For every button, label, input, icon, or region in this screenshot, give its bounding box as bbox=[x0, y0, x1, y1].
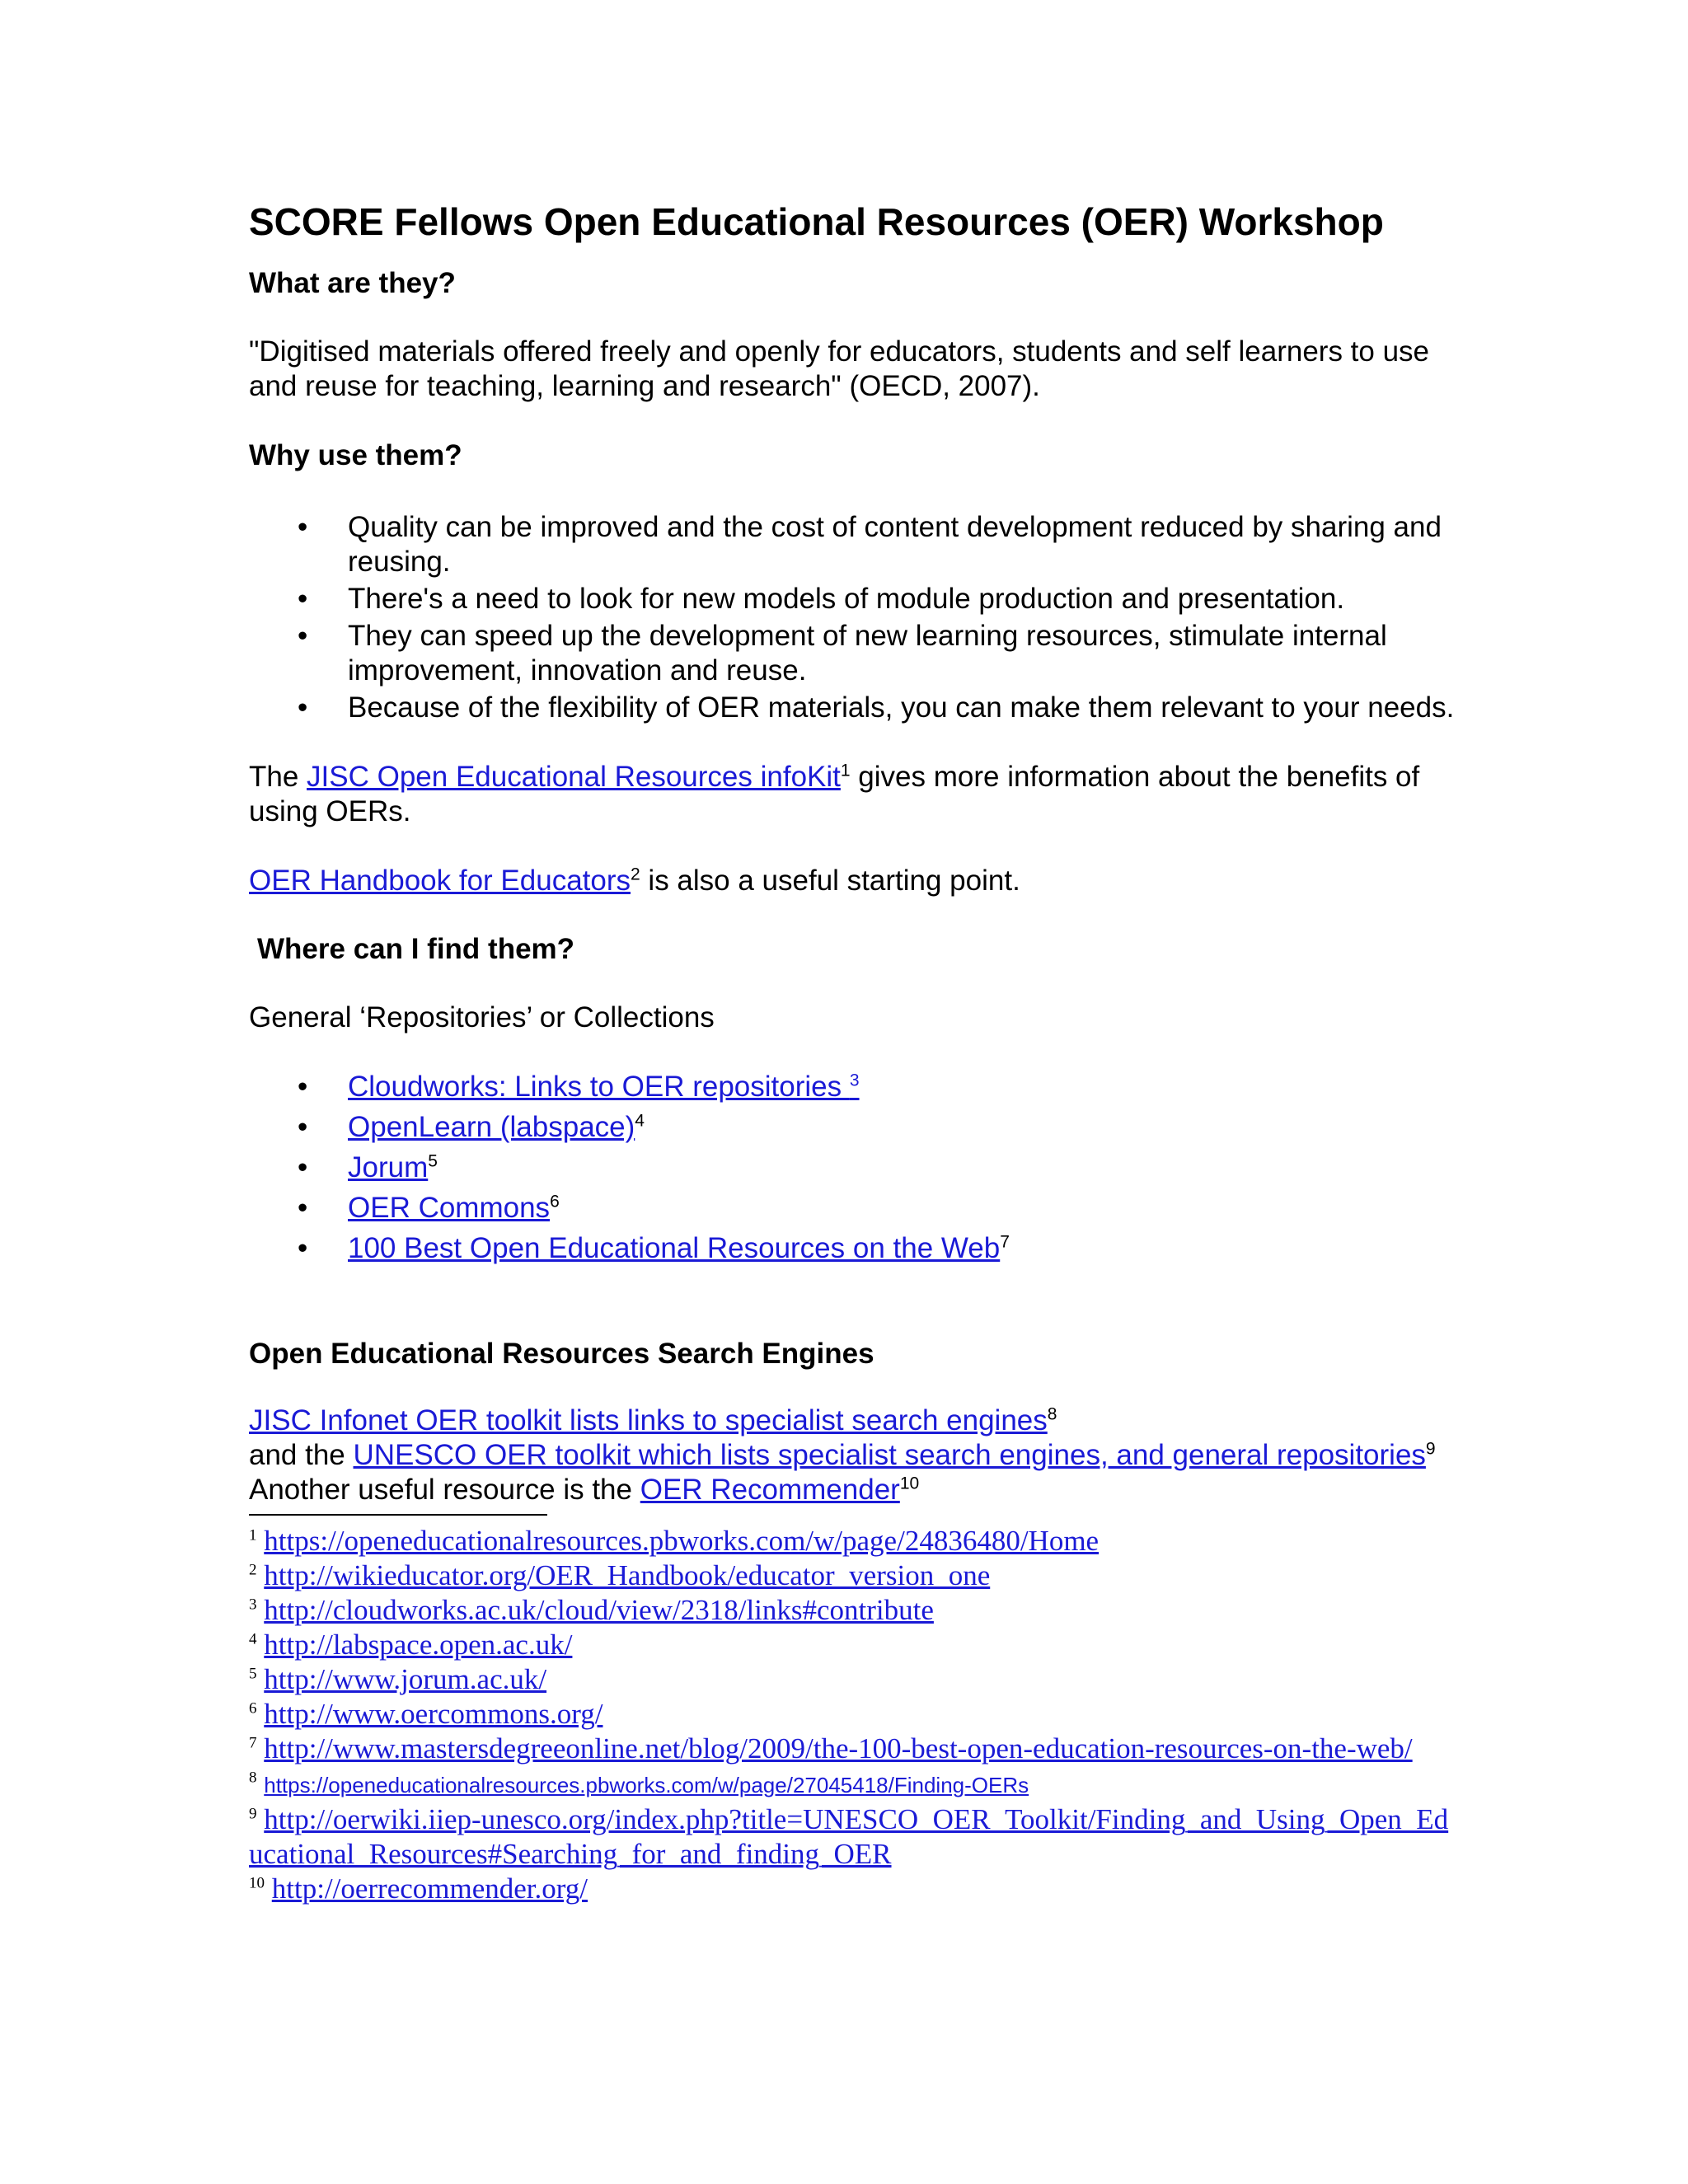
footnote-link[interactable]: https://openeducationalresources.pbworks.com/w/page/24836480/Home bbox=[264, 1525, 1100, 1557]
footnote-ref: 7 bbox=[1000, 1232, 1010, 1252]
footnote: $^{10}$ http://oerrecommender.org/ bbox=[249, 1872, 588, 1905]
list-item: • They can speed up the development of new learning resources, stimulate internal improvement, innovation and reuse. bbox=[249, 619, 1461, 688]
section-heading-where: Where can I find them? bbox=[257, 933, 575, 965]
footnote: $^3$ http://cloudworks.ac.uk/cloud/view/2318/links#contribute bbox=[249, 1594, 934, 1626]
oer-recommender-link[interactable]: OER Recommender bbox=[640, 1474, 900, 1506]
and-the-text: and the bbox=[249, 1439, 354, 1471]
section-heading-why: Why use them? bbox=[249, 439, 462, 471]
footnote-ref: 4 bbox=[635, 1111, 645, 1131]
footnote-link[interactable]: http://www.jorum.ac.uk/ bbox=[264, 1663, 547, 1695]
section-heading-search: Open Educational Resources Search Engines bbox=[249, 1338, 874, 1370]
footnote-link[interactable]: http://www.mastersdegreeonline.net/blog/2009/the-100-best-open-education-resources-on-the-web/ bbox=[264, 1732, 1413, 1765]
infokit-paragraph bbox=[249, 760, 1461, 829]
infokit-prefix: The bbox=[249, 761, 307, 793]
footnote: $^8$ https://openeducationalresources.pbworks.com/w/page/27045418/Finding-OERs bbox=[249, 1769, 1029, 1797]
page-title: SCORE Fellows Open Educational Resources (OER) Workshop bbox=[249, 200, 1384, 243]
list-item bbox=[249, 1066, 1461, 1107]
footnote: $^6$ http://www.oercommons.org/ bbox=[249, 1698, 603, 1730]
footnote-ref: 6 bbox=[550, 1192, 560, 1212]
handbook-suffix: is also a useful starting point. bbox=[640, 865, 1020, 897]
section-heading-what: What are they? bbox=[249, 267, 456, 299]
cloudworks-link[interactable]: Cloudworks: Links to OER repositories $^3$ bbox=[348, 1071, 860, 1103]
list-item bbox=[249, 1188, 1461, 1228]
why-list bbox=[249, 510, 1461, 725]
jisc-infonet-link[interactable]: JISC Infonet OER toolkit lists links to specialist search engines bbox=[249, 1404, 1048, 1436]
footnote: $^9$ http://oerwiki.iiep-unesco.org/index.php?title=UNESCO_OER_Toolkit/Finding_and_Using_Open_Educational_Resources#Searching_for_and_finding_OER bbox=[249, 1803, 1449, 1870]
list-item bbox=[249, 1228, 1461, 1268]
jorum-link[interactable]: Jorum bbox=[348, 1151, 429, 1183]
footnote-ref: 2 bbox=[631, 865, 640, 884]
footnote-link[interactable]: https://openeducationalresources.pbworks.com/w/page/27045418/Finding-OERs bbox=[264, 1773, 1029, 1797]
footnote-link[interactable]: http://oerrecommender.org/ bbox=[271, 1872, 588, 1905]
footnote-ref: 1 bbox=[840, 761, 851, 780]
footnote-separator bbox=[249, 1514, 547, 1516]
footnote: $^5$ http://www.jorum.ac.uk/ bbox=[249, 1663, 547, 1695]
list-item: • There's a need to look for new models of module production and presentation. bbox=[249, 582, 1461, 616]
footnote: $^7$ http://www.mastersdegreeonline.net/blog/2009/the-100-best-open-education-resources-on-the-web/ bbox=[249, 1732, 1413, 1765]
footnote-link[interactable]: http://cloudworks.ac.uk/cloud/view/2318/links#contribute bbox=[264, 1594, 934, 1626]
best-100-link[interactable]: 100 Best Open Educational Resources on the Web bbox=[348, 1232, 1001, 1264]
infokit-link[interactable]: JISC Open Educational Resources infoKit bbox=[307, 761, 841, 793]
openlearn-link[interactable]: OpenLearn (labspace) bbox=[348, 1111, 635, 1143]
oer-definition: "Digitised materials offered freely and openly for educators, students and self learners to use and reuse for teaching, learning and research" (OECD, 2007). bbox=[249, 335, 1430, 402]
footnote-link[interactable]: http://labspace.open.ac.uk/ bbox=[264, 1629, 573, 1661]
footnote-link[interactable]: http://oerwiki.iiep-unesco.org/index.php?title=UNESCO_OER_Toolkit/Finding_and_Using_Open_Educational_Resources#Searching_for_and_finding_OER bbox=[249, 1803, 1449, 1870]
footnote: $^2$ http://wikieducator.org/OER_Handbook/educator_version_one bbox=[249, 1559, 991, 1591]
footnote: $^1$ https://openeducationalresources.pbworks.com/w/page/24836480/Home bbox=[249, 1525, 1100, 1557]
footnote-ref: 5 bbox=[428, 1151, 438, 1171]
repository-list bbox=[249, 1066, 1461, 1268]
another-resource-text: Another useful resource is the bbox=[249, 1474, 640, 1506]
footnotes bbox=[249, 1524, 1461, 1906]
footnote-link[interactable]: http://www.oercommons.org/ bbox=[264, 1698, 603, 1730]
handbook-link[interactable]: OER Handbook for Educators bbox=[249, 865, 631, 897]
footnote-ref: 9 bbox=[1425, 1439, 1436, 1459]
footnote-ref: 8 bbox=[1047, 1404, 1057, 1424]
document-body bbox=[249, 194, 1461, 1906]
footnote-link[interactable]: http://wikieducator.org/OER_Handbook/educator_version_one bbox=[264, 1559, 991, 1591]
search-paragraph bbox=[249, 1404, 1461, 1507]
oer-commons-link[interactable]: OER Commons bbox=[348, 1192, 551, 1224]
list-item: • Quality can be improved and the cost of content development reduced by sharing and reusing. bbox=[249, 510, 1461, 579]
infokit-suffix: gives more information about the benefits of using OERs. bbox=[249, 761, 1420, 827]
list-item bbox=[249, 1147, 1461, 1188]
handbook-paragraph bbox=[249, 864, 1461, 898]
list-item bbox=[249, 1107, 1461, 1147]
repositories-subheading: General ‘Repositories’ or Collections bbox=[249, 1001, 715, 1033]
footnote-ref: 10 bbox=[899, 1474, 920, 1493]
list-item: • Because of the flexibility of OER materials, you can make them relevant to your needs. bbox=[249, 691, 1461, 725]
unesco-toolkit-link[interactable]: UNESCO OER toolkit which lists specialist search engines, and general repositories bbox=[353, 1439, 1426, 1471]
footnote: $^4$ http://labspace.open.ac.uk/ bbox=[249, 1629, 573, 1661]
